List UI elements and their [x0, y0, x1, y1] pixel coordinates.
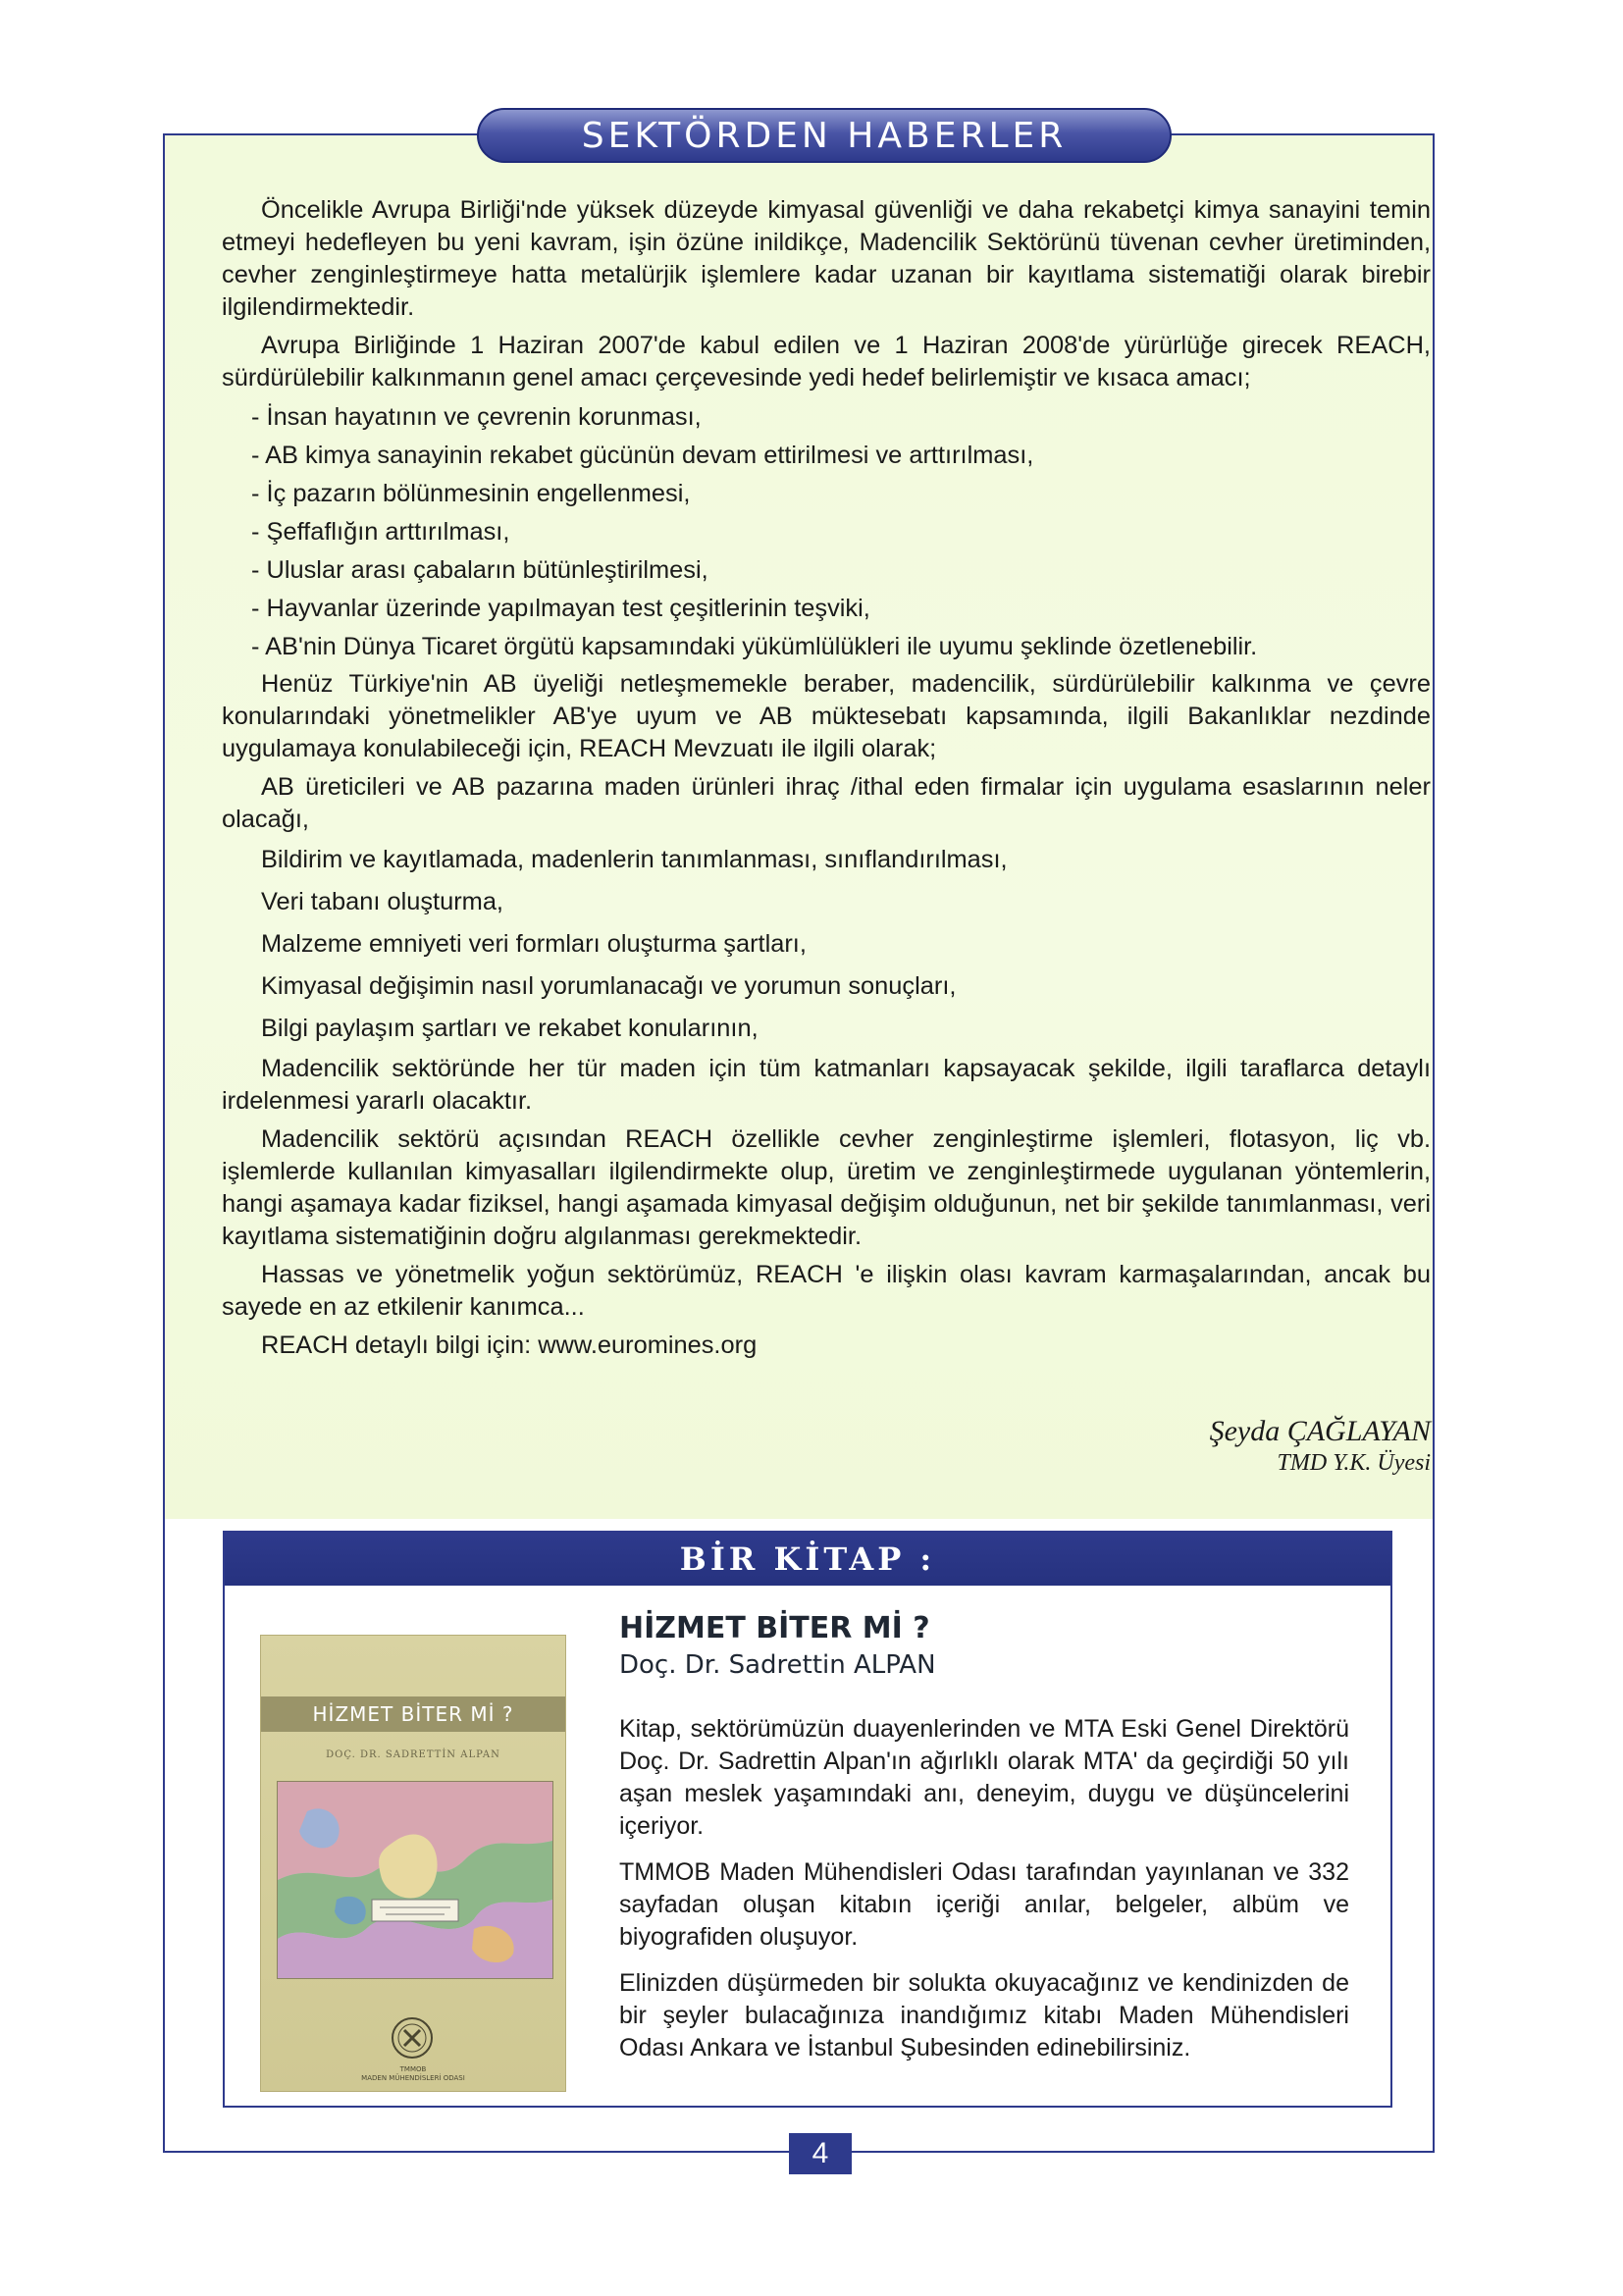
book-cover — [260, 1635, 566, 2092]
book-section-header — [225, 1533, 1390, 1586]
list-item: Kimyasal değişimin nasıl yorumlanacağı ve yorumun sonuçları, — [261, 972, 957, 1000]
cover-publisher-line: MADEN MÜHENDİSLERİ ODASI — [361, 2074, 465, 2082]
article-body — [222, 194, 1431, 1368]
goals-list — [222, 400, 1431, 664]
article-paragraph: Madencilik sektöründe her tür maden için tüm katmanları kapsayacak şekilde, ilgili taraflarca detaylı irdelenmesi yararlı olacaktır. — [222, 1055, 1431, 1115]
section-header-label: SEKTÖRDEN HABERLER — [581, 115, 1068, 156]
list-item: - AB'nin Dünya Ticaret örgütü kapsamındaki yükümlülükleri ile uyumu şeklinde özetlenebilir. — [251, 633, 1258, 660]
page-number: 4 — [789, 2133, 852, 2174]
chamber-emblem-icon — [391, 2016, 434, 2060]
list-item: - İç pazarın bölünmesinin engellenmesi, — [251, 480, 691, 507]
book-section-title: BİR KİTAP : — [679, 1540, 936, 1578]
book-description — [619, 1713, 1349, 2078]
article-paragraph: Henüz Türkiye'nin AB üyeliği netleşmemekle beraber, madencilik, sürdürülebilir kalkınma ve çevre konularındaki yönetmelikler AB'ye uyum ve AB müktesebatı kapsamında, ilgili Bakanlıklar nezdinde uygulamaya konulabileceği için, REACH Mevzuatı ile ilgili olarak; — [222, 670, 1431, 762]
book-author: Doç. Dr. Sadrettin ALPAN — [619, 1650, 936, 1680]
geological-map-icon — [277, 1781, 553, 1979]
article-paragraph: Avrupa Birliğinde 1 Haziran 2007'de kabul edilen ve 1 Haziran 2008'de yürürlüğe girecek REACH, sürdürülebilir kalkınmanın genel amacı çerçevesinde yedi hedef belirlemiştir ve kısaca amacı; — [222, 332, 1431, 391]
list-item: - İnsan hayatının ve çevrenin korunması, — [251, 403, 702, 431]
book-paragraph: Elinizden düşürmeden bir solukta okuyacağınız ve kendinizden de bir şeyler bulacağınıza inandığımız kitabı Maden Mühendisleri Odası Ankara ve İstanbul Şubesinden edinebilirsiniz. — [619, 1969, 1349, 2061]
list-item: - AB kimya sanayinin rekabet gücünün devam ettirilmesi ve arttırılması, — [251, 442, 1034, 469]
signature-role: TMD Y.K. Üyesi — [1277, 1450, 1431, 1476]
cover-title: HİZMET BİTER Mİ ? — [261, 1696, 565, 1732]
article-link-paragraph: REACH detaylı bilgi için: www.euromines.org — [261, 1331, 758, 1359]
list-item: Veri tabanı oluşturma, — [261, 888, 503, 915]
cover-publisher-line: TMMOB — [399, 2065, 427, 2073]
list-item: Malzeme emniyeti veri formları oluşturma şartları, — [261, 930, 807, 958]
cover-publisher — [261, 2065, 565, 2083]
book-paragraph: Kitap, sektörümüzün duayenlerinden ve MTA Eski Genel Direktörü Doç. Dr. Sadrettin Alpan'ın ağırlıklı olarak MTA' da geçirdiği 50 yılı aşan meslek yaşamındaki anı, deneyim, duygu ve düşüncelerini içeriyor. — [619, 1715, 1349, 1840]
list-item: - Şeffaflığın arttırılması, — [251, 518, 510, 546]
list-item: Bildirim ve kayıtlamada, madenlerin tanımlanması, sınıflandırılması, — [261, 846, 1008, 873]
cover-author: DOÇ. DR. SADRETTİN ALPAN — [326, 1749, 500, 1760]
list-item: - Hayvanlar üzerinde yapılmayan test çeşitlerinin teşviki, — [251, 595, 870, 622]
list-item: - Uluslar arası çabaların bütünleştirilmesi, — [251, 556, 708, 584]
article-paragraph: Hassas ve yönetmelik yoğun sektörümüz, REACH 'e ilişkin olası kavram karmaşalarından, ancak bu sayede en az etkilenir kanımca... — [222, 1261, 1431, 1321]
article-paragraph: Öncelikle Avrupa Birliği'nde yüksek düzeyde kimyasal güvenliği ve daha rekabetçi kimya sanayini temin etmeyi hedefleyen bu yeni kavram, işin özüne inildikçe, Madencilik Sektörünü tüvenan cevher üretiminden, cevher zenginleştirmeye hatta metalürjik işlemlere kadar uzanan bir kayıtlama sistematiği olarak birebir ilgilendirmektedir. — [222, 196, 1431, 321]
signature-name: Şeyda ÇAĞLAYAN — [1209, 1415, 1431, 1447]
book-section — [223, 1531, 1392, 2108]
list-item: Bilgi paylaşım şartları ve rekabet konularının, — [261, 1015, 759, 1042]
article-paragraph: AB üreticileri ve AB pazarına maden ürünleri ihraç /ithal eden firmalar için uygulama esaslarının neler olacağı, — [222, 773, 1431, 833]
book-title: HİZMET BİTER Mİ ? — [619, 1611, 930, 1645]
section-header — [477, 108, 1172, 163]
topics-list — [222, 842, 1431, 1047]
book-paragraph: TMMOB Maden Mühendisleri Odası tarafından yayınlanan ve 332 sayfadan oluşan kitabın içeriği anılar, belgeler, albüm ve biyografiden oluşuyor. — [619, 1858, 1349, 1951]
signature — [1210, 1415, 1431, 1477]
article-paragraph: Madencilik sektörü açısından REACH özellikle cevher zenginleştirme işlemleri, flotasyon, liç vb. işlemlerde kullanılan kimyasalları ilgilendirmekte olup, üretim ve zenginleştirmede uygulanan yöntemlerin, hangi aşamaya kadar fiziksel, hangi aşamada kimyasal değişim olduğunun, net bir şekilde tanımlanması, veri kayıtlama sistematiğinin doğru algılanması gerekmektedir. — [222, 1125, 1431, 1250]
